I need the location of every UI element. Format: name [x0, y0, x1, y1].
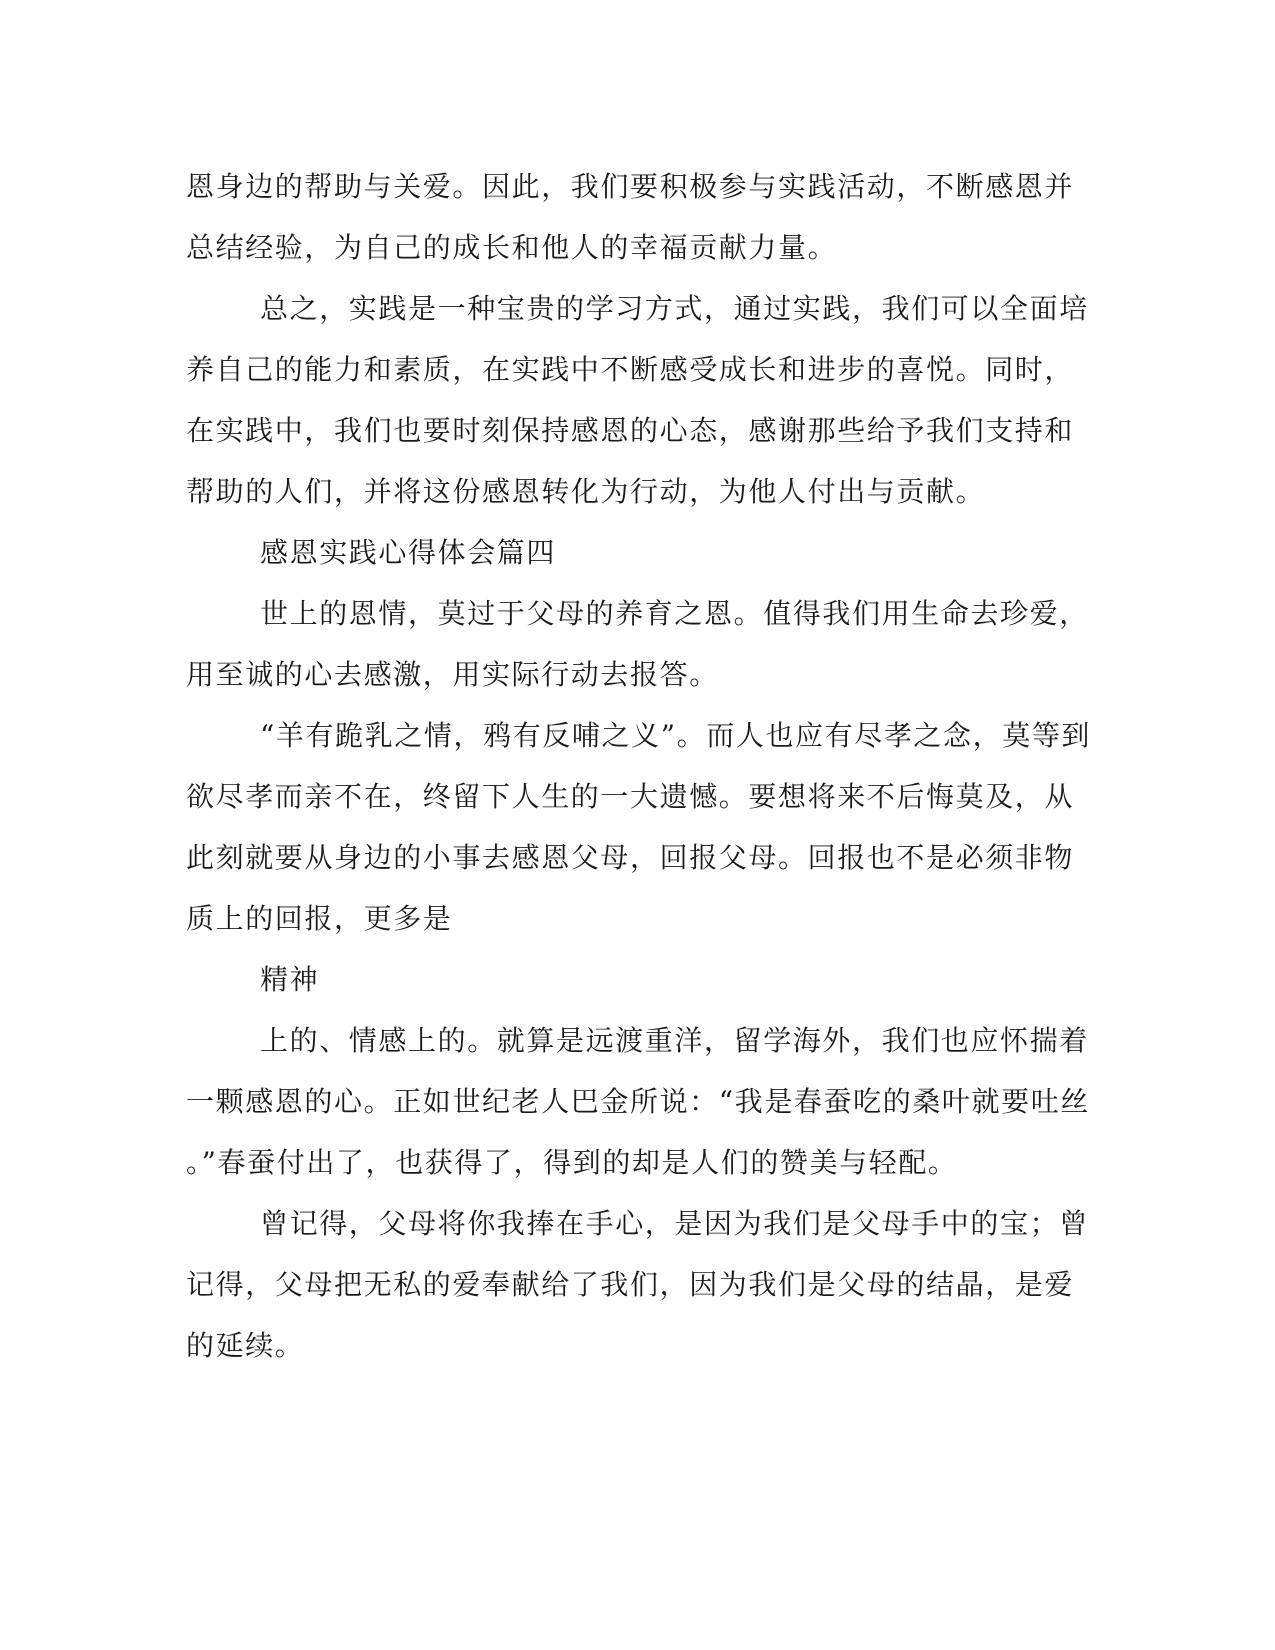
- paragraph-start-line: 曾记得，父母将你我捧在手心，是因为我们是父母手中的宝；曾: [260, 1207, 1089, 1240]
- text-line: 的延续。: [186, 1329, 305, 1362]
- paragraph-start-line: 世上的恩情，莫过于父母的养育之恩。值得我们用生命去珍爱，: [260, 597, 1089, 630]
- text-line: 欲尽孝而亲不在，终留下人生的一大遗憾。要想将来不后悔莫及，从: [186, 780, 1075, 813]
- paragraph-start-line: 精神: [260, 963, 320, 996]
- document-body: [186, 156, 1092, 1376]
- text-line: 用至诚的心去感激，用实际行动去报答。: [186, 658, 719, 691]
- text-line: 记得，父母把无私的爱奉献给了我们，因为我们是父母的结晶，是爱: [186, 1268, 1075, 1301]
- text-line: 此刻就要从身边的小事去感恩父母，回报父母。回报也不是必须非物: [186, 841, 1075, 874]
- text-line: 一颗感恩的心。正如世纪老人巴金所说：“我是春蚕吃的桑叶就要吐丝: [186, 1085, 1090, 1118]
- paragraph-start-line: 总之，实践是一种宝贵的学习方式，通过实践，我们可以全面培: [260, 292, 1089, 325]
- text-line: 养自己的能力和素质，在实践中不断感受成长和进步的喜悦。同时，: [186, 353, 1075, 386]
- paragraph-start-line: “羊有跪乳之情，鸦有反哺之义”。而人也应有尽孝之念，莫等到: [260, 719, 1092, 752]
- text-line: 总结经验，为自己的成长和他人的幸福贡献力量。: [186, 231, 838, 264]
- text-line: 在实践中，我们也要时刻保持感恩的心态，感谢那些给予我们支持和: [186, 414, 1075, 447]
- paragraph-start-line: 上的、情感上的。就算是远渡重洋，留学海外，我们也应怀揣着: [260, 1024, 1089, 1057]
- text-line: 质上的回报，更多是: [186, 902, 453, 935]
- text-line: 帮助的人们，并将这份感恩转化为行动，为他人付出与贡献。: [186, 475, 986, 508]
- text-line: 恩身边的帮助与关爱。因此，我们要积极参与实践活动，不断感恩并: [186, 170, 1075, 203]
- text-line: 。”春蚕付出了，也获得了，得到的却是人们的赞美与轻配。: [186, 1146, 958, 1179]
- section-heading: 感恩实践心得体会篇四: [260, 536, 557, 569]
